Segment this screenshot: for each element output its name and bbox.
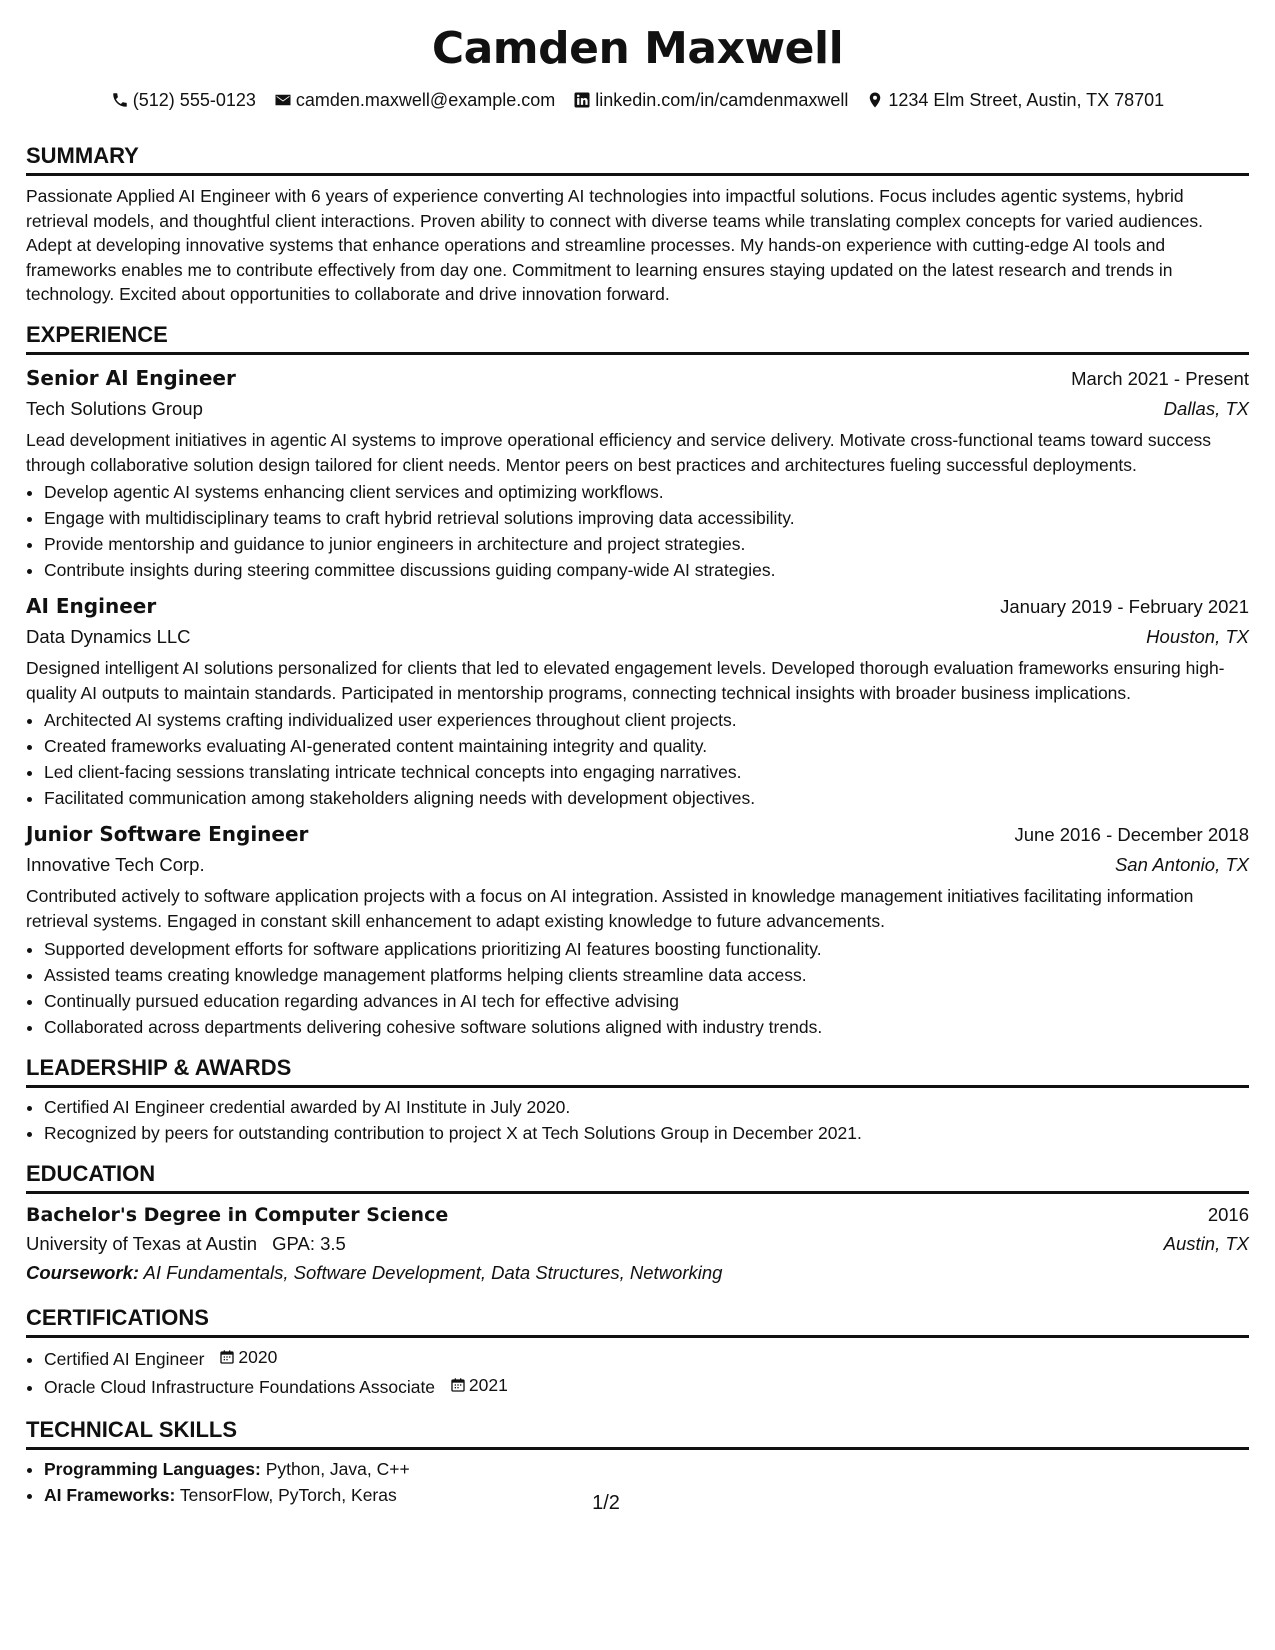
list-item: • Supported development efforts for software applications prioritizing AI features boosting functionality. <box>44 936 1249 962</box>
linkedin-text[interactable]: linkedin.com/in/camdenmaxwell <box>595 89 849 110</box>
cert-name: Certified AI Engineer <box>44 1348 205 1369</box>
job-dates: January 2019 - February 2021 <box>1000 596 1249 618</box>
calendar-icon <box>450 1377 466 1393</box>
list-item: • Collaborated across departments delivering cohesive software solutions aligned with industry trends. <box>44 1014 1249 1040</box>
summary-section <box>26 142 1249 307</box>
list-item <box>44 1344 1249 1372</box>
envelope-icon <box>274 91 292 109</box>
education-heading: EDUCATION <box>26 1160 1249 1194</box>
coursework-label: Coursework: <box>26 1261 140 1283</box>
job-bullets <box>26 479 1249 583</box>
candidate-name: Camden Maxwell <box>431 23 844 74</box>
map-pin-icon <box>866 91 884 109</box>
cert-year: 2020 <box>238 1346 278 1367</box>
list-item: • Continually pursued education regarding advances in AI tech for effective advising <box>44 988 1249 1014</box>
skill-label: AI Frameworks: <box>44 1484 176 1505</box>
page-number: 1/2 <box>592 1492 620 1514</box>
job-title: Junior Software Engineer <box>26 822 309 847</box>
job-description: Lead development initiatives in agentic AI systems to improve operational efficiency and service delivery. Motivate cross-functional teams toward success through collaborative solution design tailored for client needs. Mentor peers on best practices and architectures fueling successful deployments. <box>26 429 1212 475</box>
phone-text: (512) 555-0123 <box>132 89 256 110</box>
linkedin-icon <box>573 91 591 109</box>
list-item: • Created frameworks evaluating AI-generated content maintaining integrity and quality. <box>44 733 1249 759</box>
contact-address <box>866 90 1164 111</box>
cert-year: 2021 <box>468 1374 508 1395</box>
education-subheader <box>26 1230 1249 1258</box>
job-dates: March 2021 - Present <box>1071 367 1249 389</box>
summary-heading: SUMMARY <box>26 142 1249 176</box>
job-subheader <box>26 394 1249 424</box>
job-company: Innovative Tech Corp. <box>26 854 205 876</box>
contact-bar <box>26 88 1249 112</box>
certifications-list <box>26 1344 1249 1400</box>
job-company: Tech Solutions Group <box>26 397 203 419</box>
job-header <box>26 363 1249 394</box>
education-section <box>26 1160 1249 1288</box>
job-location: Houston, TX <box>1146 626 1249 648</box>
skills-heading: TECHNICAL SKILLS <box>26 1416 1249 1450</box>
list-item: • Led client-facing sessions translating intricate technical concepts into engaging narratives. <box>44 759 1249 785</box>
phone-icon <box>111 91 129 109</box>
job-title: AI Engineer <box>26 594 157 619</box>
job-header <box>26 591 1249 622</box>
education-degree: Bachelor's Degree in Computer Science <box>26 1203 449 1226</box>
job-subheader <box>26 622 1249 652</box>
job-description: Contributed actively to software application projects with a focus on AI integration. Assisted in knowledge management initiatives facilitating information retrieval systems. Engaged in constant skill enhancement to adapt existing knowledge to future advancements. <box>26 886 1194 931</box>
list-item: • Engage with multidisciplinary teams to craft hybrid retrieval solutions improving data accessibility. <box>44 505 1249 531</box>
job-title: Senior AI Engineer <box>26 365 236 390</box>
list-item: • Contribute insights during steering committee discussions guiding company-wide AI strategies. <box>44 557 1249 583</box>
job-subheader <box>26 850 1249 880</box>
job-location: Dallas, TX <box>1163 397 1249 419</box>
calendar-icon <box>219 1349 235 1365</box>
education-school: University of Texas at Austin <box>26 1232 258 1254</box>
list-item <box>44 1372 1249 1400</box>
leadership-list <box>26 1094 1249 1146</box>
job-entry <box>26 363 1249 583</box>
skill-value: TensorFlow, PyTorch, Keras <box>179 1484 397 1505</box>
job-dates: June 2016 - December 2018 <box>1014 824 1249 846</box>
job-description: Designed intelligent AI solutions personalized for clients that led to elevated engagement levels. Developed thorough evaluation frameworks ensuring high-quality AI outputs to maintain standards. Participated in mentorship programs, connecting technical insights with broader business implications. <box>26 658 1225 703</box>
summary-text: Passionate Applied AI Engineer with 6 years of experience converting AI technologies into impactful solutions. Focus includes agentic systems, hybrid retrieval models, and thoughtful client interactions. Proven ability to connect with diverse teams while translating complex concepts for varied audiences. Adept at developing innovative systems that enhance operations and streamline processes. My hands-on experience with cutting-edge AI tools and frameworks enables me to contribute effectively from day one. Commitment to learning ensures staying updated on the latest research and trends in technology. Excited about opportunities to collaborate and drive innovation forward. <box>26 186 1203 305</box>
contact-phone <box>111 90 256 111</box>
education-coursework <box>26 1258 1249 1288</box>
job-location: San Antonio, TX <box>1114 854 1249 876</box>
leadership-heading: LEADERSHIP & AWARDS <box>26 1054 1249 1088</box>
leadership-section <box>26 1054 1249 1146</box>
coursework-text: AI Fundamentals, Software Development, Data Structures, Networking <box>143 1261 723 1283</box>
certifications-section <box>26 1304 1249 1400</box>
list-item: • Develop agentic AI systems enhancing client services and optimizing workflows. <box>44 479 1249 505</box>
education-location: Austin, TX <box>1163 1232 1249 1254</box>
list-item: • Certified AI Engineer credential awarded by AI Institute in July 2020. <box>44 1094 1249 1120</box>
education-year: 2016 <box>1207 1203 1249 1225</box>
skill-label: Programming Languages: <box>44 1458 261 1479</box>
contact-linkedin[interactable] <box>573 90 848 111</box>
job-bullets <box>26 707 1249 811</box>
job-company: Data Dynamics LLC <box>26 626 191 648</box>
education-header <box>26 1200 1249 1230</box>
resume-page <box>26 0 1249 1508</box>
cert-date <box>450 1372 508 1398</box>
experience-section <box>26 321 1249 1040</box>
experience-heading: EXPERIENCE <box>26 321 1249 355</box>
list-item <box>44 1456 1249 1482</box>
job-entry <box>26 591 1249 811</box>
job-header <box>26 819 1249 850</box>
list-item: • Architected AI systems crafting individualized user experiences throughout client projects. <box>44 707 1249 733</box>
education-school-line <box>26 1230 346 1258</box>
job-bullets <box>26 936 1249 1040</box>
list-item: • Assisted teams creating knowledge management platforms helping clients streamline data access. <box>44 962 1249 988</box>
contact-email[interactable] <box>274 90 555 111</box>
certifications-heading: CERTIFICATIONS <box>26 1304 1249 1338</box>
list-item: • Recognized by peers for outstanding contribution to project X at Tech Solutions Group in December 2021. <box>44 1120 1249 1146</box>
email-text[interactable]: camden.maxwell@example.com <box>295 89 556 110</box>
cert-date <box>219 1344 277 1370</box>
skill-value: Python, Java, C++ <box>265 1458 410 1479</box>
list-item: • Facilitated communication among stakeholders aligning needs with development objectives. <box>44 785 1249 811</box>
job-entry <box>26 819 1249 1039</box>
address-text: 1234 Elm Street, Austin, TX 78701 <box>888 89 1165 110</box>
education-gpa: GPA: 3.5 <box>272 1232 346 1254</box>
list-item: • Provide mentorship and guidance to junior engineers in architecture and project strategies. <box>44 531 1249 557</box>
cert-name: Oracle Cloud Infrastructure Foundations Associate <box>44 1376 436 1397</box>
